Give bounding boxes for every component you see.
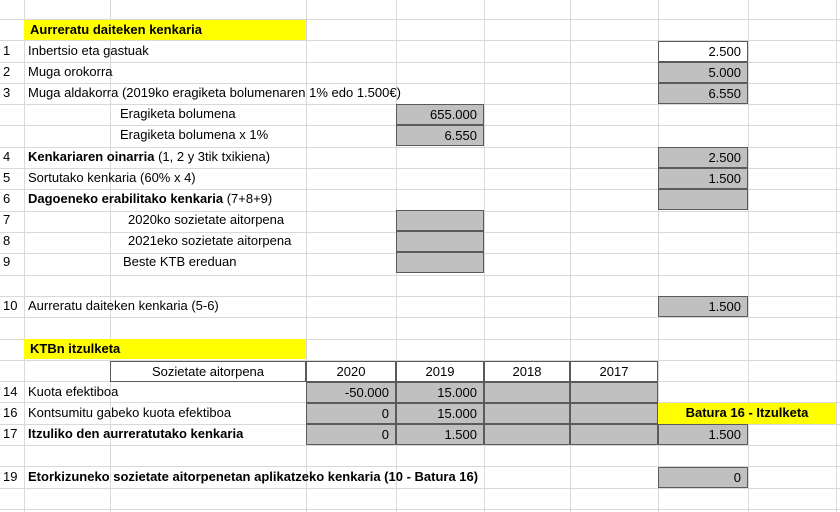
row10-label: Aurreratu daiteken kenkaria (5-6): [28, 298, 219, 313]
row6-label: [28, 189, 272, 209]
row-number: 2: [3, 64, 11, 79]
sum16-refund-label: Batura 16 - Itzulketa: [658, 403, 836, 424]
row-number: 19: [3, 469, 18, 484]
sub1-label: Eragiketa bolumena: [120, 106, 236, 121]
row4-label-bold: Kenkariaren oinarria: [28, 149, 155, 164]
row8-label: 2021eko sozietate aitorpena: [128, 233, 292, 248]
grid-line: [0, 317, 840, 318]
tax-return-header: Sozietate aitorpena: [110, 361, 306, 382]
row9-label: Beste KTB ereduan: [123, 254, 237, 269]
row17-label: Itzuliko den aurreratutako kenkaria: [28, 426, 244, 441]
sub2-label: Eragiketa bolumena x 1%: [120, 127, 269, 142]
row-number: 16: [3, 405, 18, 420]
row14-2017-cell[interactable]: [570, 382, 658, 403]
row14-2020-cell[interactable]: -50.000: [306, 382, 396, 403]
row16-2020-cell[interactable]: 0: [306, 403, 396, 424]
grid-line: [0, 275, 840, 276]
row-number: 5: [3, 170, 11, 185]
row8-value-cell[interactable]: [396, 231, 484, 252]
grid-line: [836, 0, 837, 512]
row4-label: [28, 147, 270, 167]
grid-line: [0, 445, 840, 446]
row16-label: Kontsumitu gabeko kuota efektiboa: [28, 405, 232, 420]
row16-2018-cell[interactable]: [484, 403, 570, 424]
year-header: 2017: [570, 361, 658, 382]
section2-title: KTBn itzulketa: [24, 339, 306, 359]
row5-label: Sortutako kenkaria (60% x 4): [28, 170, 196, 185]
row17-2019-cell[interactable]: 1.500: [396, 424, 484, 445]
row-number: 14: [3, 384, 18, 399]
row6-label-rest: (7+8+9): [223, 191, 273, 206]
row3-label: Muga aldakorra (2019ko eragiketa bolumenaren 1% edo 1.500€): [28, 85, 401, 100]
row2-label: Muga orokorra: [28, 64, 113, 79]
row14-label: Kuota efektiboa: [28, 384, 119, 399]
row4-value-cell[interactable]: 2.500: [658, 147, 748, 168]
row-number: 4: [3, 149, 11, 164]
row19-value-cell[interactable]: 0: [658, 467, 748, 488]
year-header: 2018: [484, 361, 570, 382]
row17-2020-cell[interactable]: 0: [306, 424, 396, 445]
sub2-value-cell[interactable]: 6.550: [396, 125, 484, 146]
row17-total-cell[interactable]: 1.500: [658, 424, 748, 445]
row-number: 7: [3, 212, 11, 227]
sub1-value-cell[interactable]: 655.000: [396, 104, 484, 125]
row-number: 10: [3, 298, 18, 313]
row-number: 1: [3, 43, 11, 58]
row-number: 6: [3, 191, 11, 206]
row2-value-cell[interactable]: 5.000: [658, 62, 748, 83]
row16-2019-cell[interactable]: 15.000: [396, 403, 484, 424]
row3-value-cell[interactable]: 6.550: [658, 83, 748, 104]
section1-title: Aurreratu daiteken kenkaria: [24, 20, 306, 40]
row4-label-rest: (1, 2 y 3tik txikiena): [154, 149, 271, 164]
row14-2019-cell[interactable]: 15.000: [396, 382, 484, 403]
row1-label: Inbertsio eta gastuak: [28, 43, 149, 58]
row-number: 17: [3, 426, 18, 441]
row10-value-cell[interactable]: 1.500: [658, 296, 748, 317]
row17-2018-cell[interactable]: [484, 424, 570, 445]
row19-label: Etorkizuneko sozietate aitorpenetan aplikatzeko kenkaria (10 - Batura 16): [28, 469, 479, 484]
row-number: 8: [3, 233, 11, 248]
row9-value-cell[interactable]: [396, 252, 484, 273]
row14-2018-cell[interactable]: [484, 382, 570, 403]
grid-line: [748, 0, 749, 512]
row6-value-cell[interactable]: [658, 189, 748, 210]
row7-label: 2020ko sozietate aitorpena: [128, 212, 285, 227]
grid-line: [0, 488, 840, 489]
row5-value-cell[interactable]: 1.500: [658, 168, 748, 189]
row17-2017-cell[interactable]: [570, 424, 658, 445]
row6-label-bold: Dagoeneko erabilitako kenkaria: [28, 191, 224, 206]
row-number: 3: [3, 85, 11, 100]
year-header: 2020: [306, 361, 396, 382]
year-header: 2019: [396, 361, 484, 382]
row16-2017-cell[interactable]: [570, 403, 658, 424]
row1-value-cell[interactable]: 2.500: [658, 41, 748, 62]
row-number: 9: [3, 254, 11, 269]
row7-value-cell[interactable]: [396, 210, 484, 231]
grid-line: [0, 509, 840, 510]
